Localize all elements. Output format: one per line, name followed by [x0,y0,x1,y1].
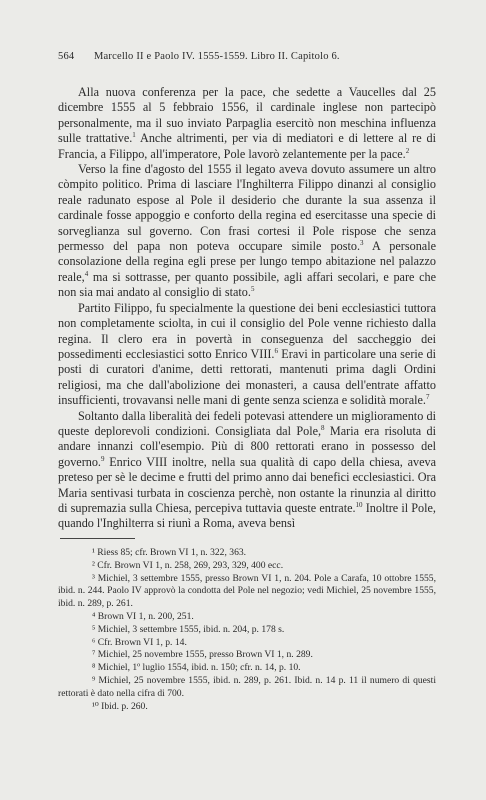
footnote-ref[interactable]: 5 [250,285,255,294]
footnote-10: ¹⁰ Ibid. p. 260. [92,700,148,712]
text-run: Maria era risoluta di andare innanzi coll'esempio. Più di 800 rettorati erano in possesso del governo. [58,423,436,469]
text-run: ma si sottrasse, per quanto possibile, agli affari secolari, e pare che non sia mai andato al consiglio di stato. [58,269,436,300]
footnote-ref[interactable]: 3 [360,239,364,247]
paragraph-4 [58,409,436,532]
page-number: 564 [58,51,75,62]
paragraph-2 [58,162,436,301]
footnote-ref[interactable]: 1 [132,131,136,140]
footnote-4: ⁴ Brown VI 1, n. 200, 251. [92,610,194,622]
text-run: Verso la fine d'agosto del 1555 il legato aveva dovuto assumere un altro còmpito politico. Prima di lasciare l'Inghilterra Filippo dinanzi al consiglio reale radunato espose al Pole il desiderio che durante la sua assenza il cardinale fosse appoggio e conforto della regina ed esercitasse una specie di sorveglianza sul governo. Con frasi cortesi il Pole rispose che senza permesso del papa non poteva occupare simile posto. [58,162,436,254]
paragraph-3 [58,301,436,409]
running-title: Marcello II e Paolo IV. 1555-1559. Libro II. Capitolo 6. [94,51,340,62]
footnote-ref[interactable]: 6 [274,346,278,355]
body-text [58,85,436,532]
footnotes [58,547,436,713]
footnote-divider [60,538,135,539]
text-run: Inoltre il Pole, quando l'Inghilterra si riunì a Roma, aveva bensì [58,500,436,531]
footnote-1: ¹ Riess 85; cfr. Brown VI 1, n. 322, 363. [92,547,247,558]
footnote-ref[interactable]: 8 [321,423,325,432]
footnote-9: ⁹ Michiel, 25 novembre 1555, ibid. n. 289, p. 261. Ibid. n. 14 p. 11 il numero di questi rettorati è dato nella cifra di 700. [58,674,436,699]
footnote-ref[interactable]: 2 [405,146,410,155]
text-run: Soltanto dalla liberalità dei fedeli potevasi attendere un miglioramento di queste deplorevoli condizioni. Consigliata dal Pole, [58,408,436,438]
footnote-3: ³ Michiel, 3 settembre 1555, presso Brown VI 1, n. 204. Pole a Carafa, 10 ottobre 1555, ibid. n. 244. Paolo IV approvò la condotta del Pole nel negozio; vedi Michiel, 25 novembre 1555, ibid. n. 289, p. 261. [58,572,436,610]
footnote-ref[interactable]: 10 [355,500,363,509]
text-run: Partito Filippo, fu specialmente la questione dei beni ecclesiastici tuttora non completamente sciolta, in cui il consiglio del Pole venne richiesto dalla regina. Il clero era in povertà in conseguenza del saccheggio dei possedimenti ecclesiastici sotto Enrico VIII. [58,300,436,361]
footnote-5: ⁵ Michiel, 3 settembre 1555, ibid. n. 204, p. 178 s. [92,623,285,635]
footnote-ref[interactable]: 7 [425,393,430,402]
footnote-ref[interactable]: 4 [84,269,89,278]
footnote-6: ⁶ Cfr. Brown VI 1, p. 14. [92,636,187,648]
text-run: A personale consolazione della regina egli prese per lungo tempo abitazione nel palazzo reale, [58,239,436,284]
footnote-2: ² Cfr. Brown VI 1, n. 258, 269, 293, 329, 400 ecc. [92,559,284,571]
paragraph-1 [58,85,436,162]
footnote-ref[interactable]: 9 [100,454,105,463]
footnote-8: ⁸ Michiel, 1º luglio 1554, ibid. n. 150; cfr. n. 14, p. 10. [92,662,301,674]
text-run: Alla nuova conferenza per la pace, che sedette a Vaucelles dal 25 dicembre 1555 al 5 febbraio 1556, il cardinale inglese non partecipò personalmente, ma il suo inviato Parpaglia esercitò non meschina influenza sulle trattative. [58,85,436,146]
text-run: Anche altrimenti, per via di mediatori e di lettere al re di Francia, a Filippo, all'imperatore, Pole lavorò zelantemente per la pace. [58,131,436,161]
text-run: Eravi in particolare una serie di posti di curatori d'anime, detti rettorati, mantenuti prima dagli Ordini religiosi, ma che dall'abolizione dei monasteri, a causa dell'entrate affatto insufficienti, trovavansi nelle mani di gente senza scienza e solidità morale. [58,346,436,408]
running-header [58,51,438,62]
text-run: Enrico VIII inoltre, nella sua qualità di capo della chiesa, aveva preteso per sè le decime e frutti del primo anno dai benefici ecclesiastici. Ora Maria sentivasi turbata in coscienza perchè, non ostante la rinunzia al diritto di supremazia sulla Chiesa, percepiva tuttavia queste entrate. [58,454,436,515]
footnote-7: ⁷ Michiel, 25 novembre 1555, presso Brown VI 1, n. 289. [92,649,313,661]
